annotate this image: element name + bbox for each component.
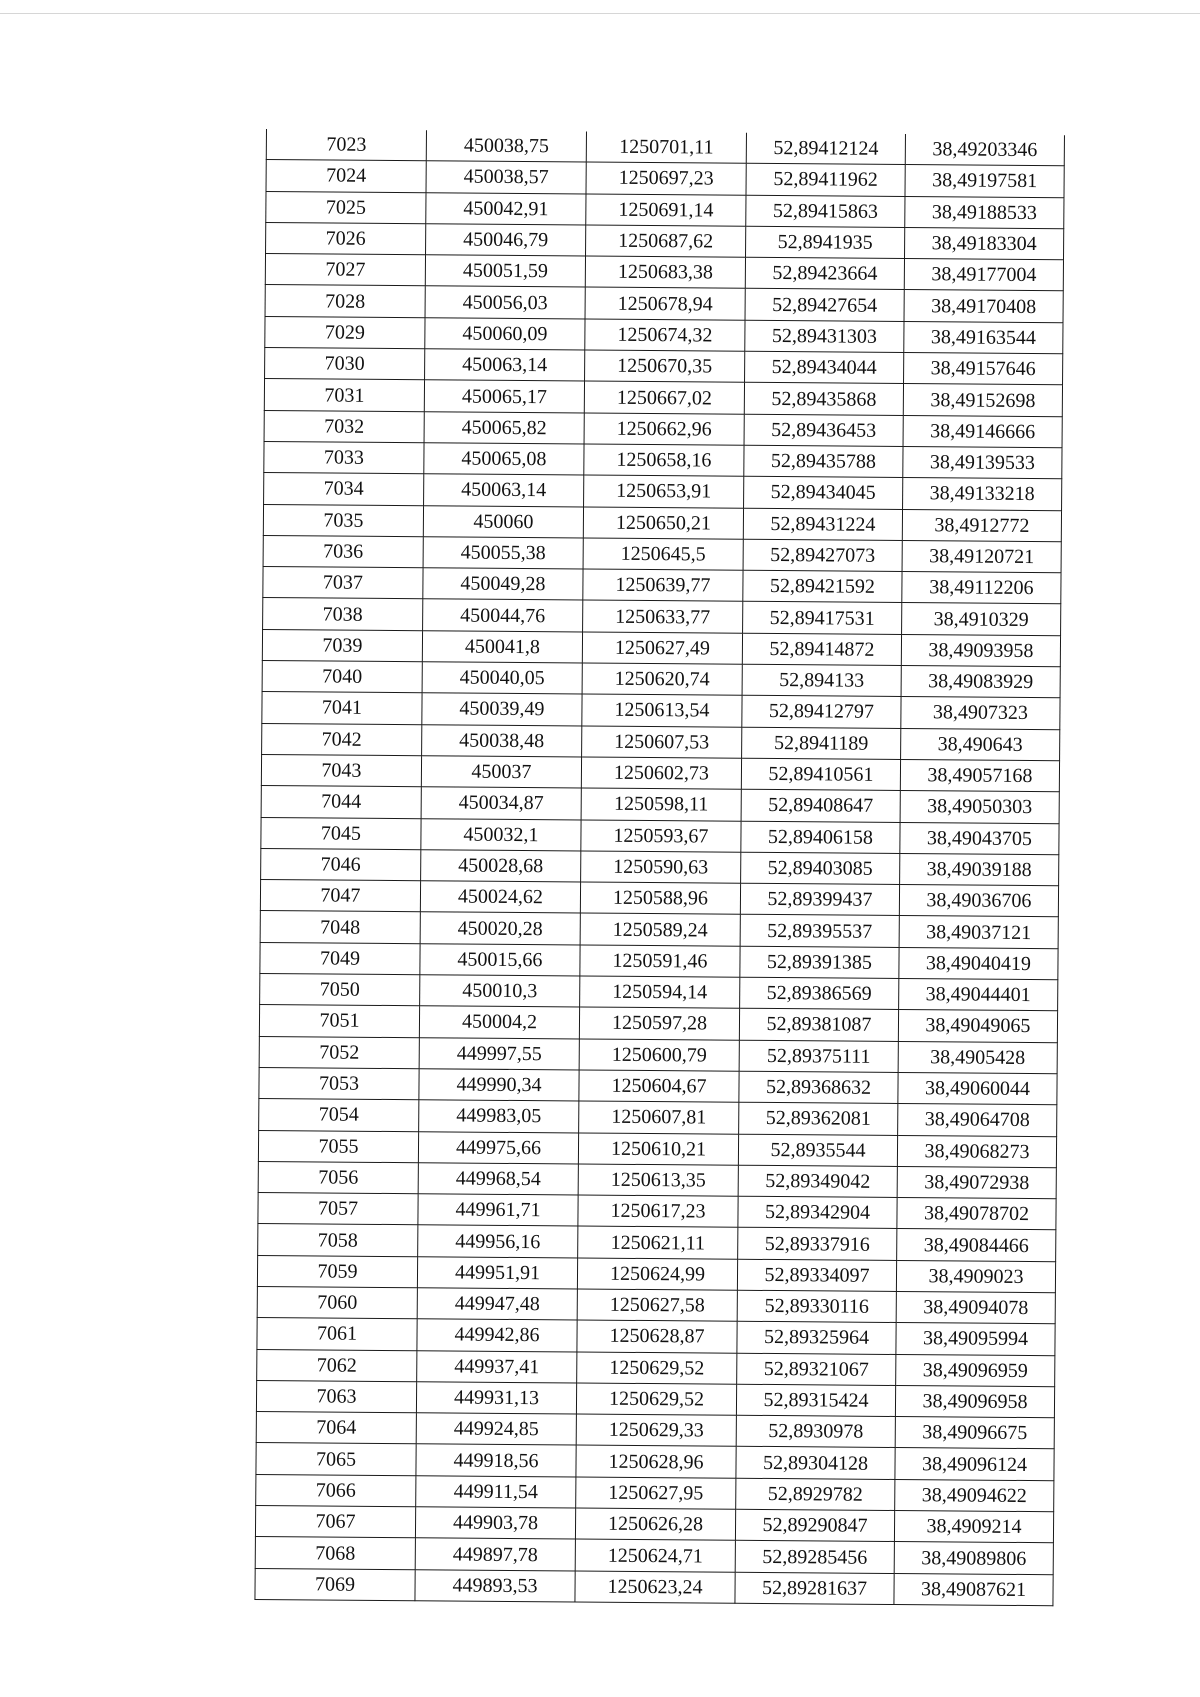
table-cell: 7042 [262,723,422,756]
table-cell: 38,49157646 [904,353,1063,386]
table-cell: 38,49093958 [901,634,1060,667]
table-cell: 52,89435788 [744,445,903,478]
table-cell: 1250602,73 [581,757,741,790]
table-cell: 1250613,35 [578,1164,738,1197]
table-cell: 7053 [259,1067,419,1100]
table-cell: 52,89285456 [735,1541,894,1574]
table-cell: 1250691,14 [586,194,746,227]
table-cell: 1250626,28 [575,1508,735,1541]
table-cell: 7037 [263,567,423,600]
table-cell: 7045 [261,817,421,850]
table-cell: 449956,16 [418,1225,578,1258]
table-cell: 52,89381087 [739,1009,898,1042]
table-cell: 38,49050303 [900,791,1059,824]
table-cell: 38,49064708 [898,1104,1057,1137]
table-cell: 52,8941189 [742,727,901,760]
table-cell: 52,89330116 [737,1290,896,1323]
table-cell: 52,89412124 [746,133,905,165]
table-cell: 52,89334097 [737,1259,896,1292]
table-cell: 7055 [258,1130,418,1163]
table-cell: 38,49096959 [896,1354,1055,1387]
table-cell: 1250627,58 [577,1289,737,1322]
table-cell: 52,894133 [742,664,901,697]
table-cell: 7034 [264,473,424,506]
coordinates-table [254,129,1065,1606]
table-cell: 450039,49 [422,693,582,726]
table-cell: 52,89386569 [740,977,899,1010]
table-cell: 38,49036706 [899,885,1058,918]
table-cell: 449975,66 [418,1131,578,1164]
table-cell: 38,49039188 [900,853,1059,886]
table-cell: 38,49170408 [904,290,1063,323]
table-cell: 52,8930978 [736,1415,895,1448]
table-cell: 7064 [256,1412,416,1445]
table-cell: 7069 [255,1568,415,1601]
table-cell: 450010,3 [420,975,580,1008]
table-cell: 450060 [423,505,583,538]
table-cell: 7052 [259,1036,419,1069]
table-cell: 38,4907323 [901,697,1060,730]
table-cell: 7029 [265,316,425,349]
table-cell: 38,49083929 [901,666,1060,699]
table-cell: 52,89315424 [736,1384,895,1417]
table-cell: 52,89436453 [744,414,903,447]
table-cell: 1250624,99 [577,1258,737,1291]
table-cell: 52,89408647 [741,789,900,822]
table-cell: 52,89395537 [740,915,899,948]
table-cell: 1250629,33 [576,1414,736,1447]
table-cell: 450065,08 [424,443,584,476]
table-cell: 38,49037121 [899,916,1058,949]
table-cell: 38,49139533 [903,446,1062,479]
table-cell: 38,49197581 [905,165,1064,198]
table-cell: 52,89421592 [743,570,902,603]
table-cell: 450041,8 [422,630,582,663]
table-cell: 52,89427073 [743,539,902,572]
table-cell: 52,89431303 [745,320,904,353]
table-cell: 1250623,24 [575,1571,735,1604]
table-cell: 38,49203346 [905,134,1064,166]
table-cell: 7036 [263,535,423,568]
table-cell: 1250670,35 [585,350,745,383]
table-cell: 449983,05 [419,1100,579,1133]
table-cell: 38,49094622 [895,1479,1054,1512]
table-cell: 52,89281637 [735,1572,894,1605]
table-cell: 52,89368632 [739,1071,898,1104]
table-cell: 7059 [257,1255,417,1288]
table-cell: 449947,48 [417,1288,577,1321]
table-cell: 7056 [258,1161,418,1194]
table-cell: 7048 [260,911,420,944]
table-cell: 449942,86 [417,1319,577,1352]
table-cell: 52,89375111 [739,1040,898,1073]
table-cell: 450037 [421,756,581,789]
table-cell: 450040,05 [422,662,582,695]
table-cell: 7047 [260,880,420,913]
table-cell: 52,89434045 [744,477,903,510]
table-cell: 38,49078702 [897,1198,1056,1231]
table-cell: 7046 [261,848,421,881]
table-cell: 7066 [256,1474,416,1507]
table-cell: 450042,91 [426,192,586,225]
table-cell: 52,89412797 [742,696,901,729]
table-cell: 1250628,96 [576,1445,736,1478]
table-body [255,129,1065,1606]
table-cell: 38,49133218 [903,478,1062,511]
table-cell: 52,89304128 [736,1447,895,1480]
table-cell: 38,49049065 [898,1010,1057,1043]
table-cell: 7044 [261,786,421,819]
table-cell: 1250662,96 [584,413,744,446]
table-cell: 38,49096124 [895,1448,1054,1481]
table-cell: 1250627,49 [582,632,742,665]
table-cell: 7023 [266,129,426,161]
table-cell: 1250594,14 [580,976,740,1009]
table-cell: 7054 [259,1099,419,1132]
table-cell: 52,89403085 [741,852,900,885]
table-cell: 450063,14 [424,474,584,507]
table-cell: 1250607,81 [579,1101,739,1134]
table-cell: 38,4909023 [896,1260,1055,1293]
table-cell: 38,49043705 [900,822,1059,855]
table-cell: 450020,28 [420,912,580,945]
table-cell: 449911,54 [416,1475,576,1508]
table-cell: 450060,09 [425,318,585,351]
table-cell: 7033 [264,441,424,474]
table-cell: 52,89321067 [737,1353,896,1386]
table-cell: 1250650,21 [583,507,743,540]
table-cell: 1250687,62 [586,225,746,258]
table-cell: 52,89406158 [741,821,900,854]
table-cell: 38,4909214 [894,1511,1053,1544]
table-cell: 450065,17 [424,380,584,413]
table-cell: 450056,03 [425,286,585,319]
table-cell: 7040 [262,661,422,694]
table-cell: 1250701,11 [586,132,746,164]
table-cell: 52,89417531 [743,602,902,635]
table-cell: 52,89290847 [735,1509,894,1542]
table-cell: 38,49084466 [897,1229,1056,1262]
table-cell: 1250639,77 [583,569,743,602]
table-cell: 1250600,79 [579,1039,739,1072]
table-cell: 38,490643 [901,728,1060,761]
table-cell: 38,49094078 [896,1291,1055,1324]
table-cell: 449924,85 [416,1413,576,1446]
table-cell: 1250624,71 [575,1539,735,1572]
table-cell: 450038,75 [426,130,586,162]
table-cell: 38,4912772 [902,509,1061,542]
table-cell: 449897,78 [415,1538,575,1571]
table-cell: 450051,59 [425,255,585,288]
table-cell: 450004,2 [419,1006,579,1039]
table-cell: 52,89342904 [738,1196,897,1229]
table-cell: 7024 [266,160,426,193]
table-cell: 1250621,11 [578,1226,738,1259]
table-cell: 1250674,32 [585,319,745,352]
table-cell: 1250597,28 [579,1007,739,1040]
table-cell: 450063,14 [425,349,585,382]
table-cell: 52,89431224 [743,508,902,541]
table-cell: 1250697,23 [586,162,746,195]
table-cell: 52,89411962 [746,164,905,197]
table-cell: 450049,28 [423,568,583,601]
table-cell: 7063 [256,1380,416,1413]
table-cell: 7043 [261,754,421,787]
table-cell: 7027 [265,254,425,287]
table-cell: 7067 [255,1506,415,1539]
table-row [255,1568,1053,1606]
table-cell: 52,89399437 [740,883,899,916]
table-cell: 7049 [260,942,420,975]
table-cell: 7057 [258,1193,418,1226]
table-cell: 52,8929782 [736,1478,895,1511]
table-cell: 1250610,21 [578,1132,738,1165]
table-cell: 38,49068273 [897,1135,1056,1168]
table-cell: 7061 [257,1318,417,1351]
table-cell: 38,49072938 [897,1166,1056,1199]
table-cell: 1250633,77 [583,600,743,633]
table-cell: 7030 [265,348,425,381]
table-cell: 449893,53 [415,1569,575,1602]
scan-edge-line [0,13,1200,14]
table-cell: 449951,91 [417,1256,577,1289]
table-cell: 52,89415863 [746,195,905,228]
table-cell: 1250667,02 [584,381,744,414]
table-cell: 38,49040419 [899,947,1058,980]
table-cell: 450046,79 [426,224,586,257]
table-cell: 38,49060044 [898,1072,1057,1105]
table-cell: 38,49177004 [904,259,1063,292]
table-cell: 1250653,91 [584,475,744,508]
table-cell: 450038,48 [422,724,582,757]
table-cell: 1250629,52 [577,1352,737,1385]
table-cell: 52,89423664 [745,257,904,290]
table-cell: 1250607,53 [582,726,742,759]
table-cell: 38,49095994 [896,1323,1055,1356]
table-cell: 1250589,24 [580,913,740,946]
table-cell: 38,4910329 [902,603,1061,636]
table-cell: 7035 [263,504,423,537]
table-cell: 449968,54 [418,1163,578,1196]
table-cell: 7032 [264,410,424,443]
table-cell: 1250658,16 [584,444,744,477]
table-cell: 449931,13 [416,1382,576,1415]
table-cell: 38,49146666 [903,415,1062,448]
table-cell: 38,49120721 [902,540,1061,573]
table-cell: 52,89435868 [744,383,903,416]
table-cell: 450024,62 [420,881,580,914]
table-cell: 7051 [259,1005,419,1038]
table-cell: 7025 [266,191,426,224]
table-cell: 450032,1 [421,818,581,851]
table-cell: 7062 [257,1349,417,1382]
table-cell: 1250593,67 [581,820,741,853]
table-cell: 1250627,95 [576,1477,736,1510]
table-cell: 7050 [260,973,420,1006]
table-cell: 1250629,52 [576,1383,736,1416]
table-cell: 38,4905428 [898,1041,1057,1074]
table-cell: 450065,82 [424,411,584,444]
table-cell: 1250617,23 [578,1195,738,1228]
table-cell: 449961,71 [418,1194,578,1227]
table-cell: 52,89434044 [745,351,904,384]
table-cell: 38,49087621 [894,1573,1053,1606]
table-cell: 1250683,38 [585,256,745,289]
table-cell: 1250628,87 [577,1320,737,1353]
table-cell: 450055,38 [423,537,583,570]
table-cell: 450038,57 [426,161,586,194]
table-cell: 1250590,63 [581,851,741,884]
table-cell: 1250588,96 [580,882,740,915]
table-cell: 52,89391385 [740,946,899,979]
table-cell: 38,49057168 [900,759,1059,792]
table-cell: 449903,78 [415,1507,575,1540]
table-cell: 52,89337916 [738,1228,897,1261]
table-cell: 38,49112206 [902,572,1061,605]
table-cell: 450015,66 [420,943,580,976]
table-cell: 1250678,94 [585,287,745,320]
table-cell: 52,8941935 [746,226,905,259]
table-cell: 7031 [264,379,424,412]
table-cell: 1250591,46 [580,945,740,978]
table-cell: 449918,56 [416,1444,576,1477]
table-cell: 52,89325964 [737,1322,896,1355]
table-cell: 38,49183304 [905,227,1064,260]
table-cell: 7068 [255,1537,415,1570]
table-cell: 52,89362081 [739,1102,898,1135]
table-cell: 7060 [257,1286,417,1319]
table-cell: 1250613,54 [582,694,742,727]
table-cell: 7041 [262,692,422,725]
table-cell: 7065 [256,1443,416,1476]
table-cell: 7038 [263,598,423,631]
table-cell: 450044,76 [423,599,583,632]
table-cell: 52,89410561 [741,758,900,791]
table-cell: 450034,87 [421,787,581,820]
table-cell: 449997,55 [419,1037,579,1070]
table-cell: 1250604,67 [579,1070,739,1103]
table-cell: 38,49096675 [895,1417,1054,1450]
table-cell: 52,8935544 [738,1134,897,1167]
table-cell: 7026 [266,222,426,255]
table-cell: 52,89427654 [745,289,904,322]
table-cell: 449990,34 [419,1069,579,1102]
table-cell: 38,49163544 [904,321,1063,354]
table-cell: 38,49152698 [903,384,1062,417]
table-cell: 1250620,74 [582,663,742,696]
table-cell: 38,49089806 [894,1542,1053,1575]
table-cell: 7039 [262,629,422,662]
table-cell: 450028,68 [421,850,581,883]
table-cell: 449937,41 [417,1350,577,1383]
table-cell: 38,49044401 [899,979,1058,1012]
table-cell: 52,89414872 [742,633,901,666]
table-cell: 7058 [258,1224,418,1257]
table-cell: 52,89349042 [738,1165,897,1198]
table-cell: 38,49188533 [905,196,1064,229]
table-cell: 38,49096958 [895,1385,1054,1418]
table-cell: 7028 [265,285,425,318]
table-cell: 1250598,11 [581,788,741,821]
table-cell: 1250645,5 [583,538,743,571]
